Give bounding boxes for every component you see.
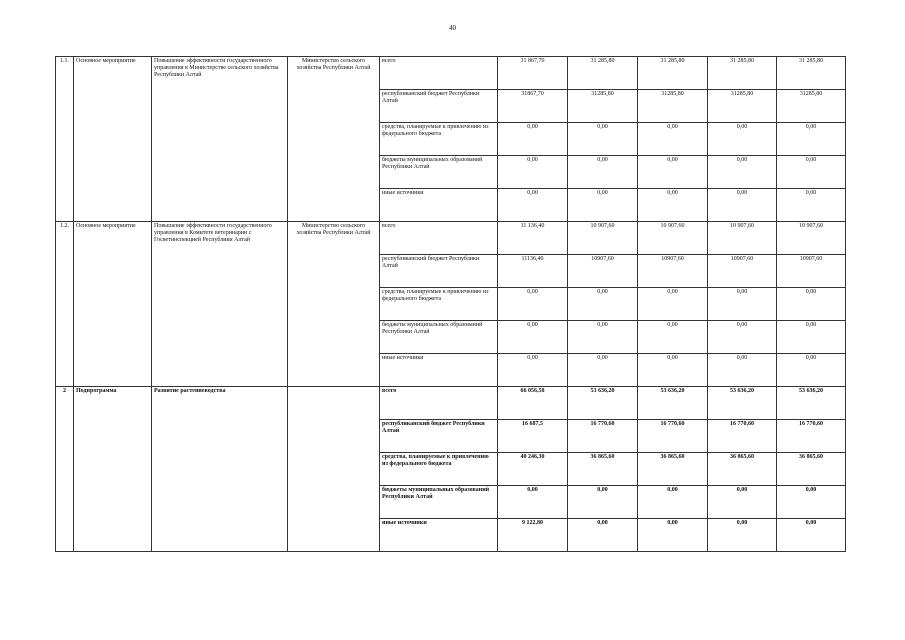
amount-cell: 0,00	[638, 486, 708, 519]
executor: Министерство сельского хозяйства Республики Алтай	[288, 57, 380, 222]
funding-source: средства, планируемые к привлечению из федерального бюджета	[380, 288, 498, 321]
amount-cell: 0,00	[777, 156, 846, 189]
page-number: 40	[449, 24, 456, 32]
amount-cell: 0,00	[777, 486, 846, 519]
amount-cell: 0,00	[498, 189, 568, 222]
amount-cell: 0,00	[638, 156, 708, 189]
amount-cell: 0,00	[708, 519, 777, 552]
amount-cell: 31285,80	[638, 90, 708, 123]
event-type: Основное мероприятие	[74, 57, 152, 222]
amount-cell: 0,00	[708, 354, 777, 387]
amount-cell: 31867,70	[498, 90, 568, 123]
funding-source: бюджеты муниципальных образований Республики Алтай	[380, 156, 498, 189]
amount-cell: 0,00	[498, 156, 568, 189]
amount-cell: 0,00	[498, 288, 568, 321]
amount-cell: 9 122,80	[498, 519, 568, 552]
table-row	[56, 222, 846, 255]
amount-cell: 0,00	[708, 123, 777, 156]
amount-cell: 0,00	[708, 288, 777, 321]
amount-cell: 16 770,60	[568, 420, 638, 453]
amount-cell: 0,00	[777, 321, 846, 354]
amount-cell: 0,00	[777, 123, 846, 156]
amount-cell: 0,00	[498, 354, 568, 387]
funding-source: республиканский бюджет Республики Алтай	[380, 90, 498, 123]
amount-cell: 10907,60	[777, 255, 846, 288]
row-code: 2	[56, 387, 74, 552]
amount-cell: 40 246,30	[498, 453, 568, 486]
amount-cell: 16 770,60	[708, 420, 777, 453]
amount-cell: 16 770,60	[638, 420, 708, 453]
executor: Министерство сельского хозяйства Республики Алтай	[288, 222, 380, 387]
row-code: 1.2.	[56, 222, 74, 387]
event-name: Развитие растениеводства	[152, 387, 288, 552]
amount-cell: 16 770,60	[777, 420, 846, 453]
amount-cell: 0,00	[638, 123, 708, 156]
amount-cell: 0,00	[568, 519, 638, 552]
event-name: Повышение эффективности государственного управления в Министерстве сельского хозяйства Республики Алтай	[152, 57, 288, 222]
amount-cell: 0,00	[568, 486, 638, 519]
amount-cell: 31 285,80	[568, 57, 638, 90]
amount-cell: 0,00	[568, 123, 638, 156]
funding-source: всего	[380, 222, 498, 255]
amount-cell: 11136,40	[498, 255, 568, 288]
funding-source: бюджеты муниципальных образований Республики Алтай	[380, 321, 498, 354]
amount-cell: 53 636,20	[777, 387, 846, 420]
funding-source: иные источники	[380, 354, 498, 387]
funding-source: всего	[380, 57, 498, 90]
amount-cell: 66 056,58	[498, 387, 568, 420]
executor	[288, 387, 380, 552]
amount-cell: 0,00	[498, 321, 568, 354]
funding-source: средства, планируемые к привлечению из федерального бюджета	[380, 453, 498, 486]
amount-cell: 0,00	[568, 156, 638, 189]
amount-cell: 10907,60	[708, 255, 777, 288]
amount-cell: 31 285,80	[708, 57, 777, 90]
amount-cell: 0,00	[708, 486, 777, 519]
amount-cell: 31 867,70	[498, 57, 568, 90]
funding-source: республиканский бюджет Республики Алтай	[380, 255, 498, 288]
funding-source: бюджеты муниципальных образований Республики Алтай	[380, 486, 498, 519]
amount-cell: 0,00	[568, 189, 638, 222]
amount-cell: 0,00	[568, 321, 638, 354]
amount-cell: 36 865,60	[638, 453, 708, 486]
amount-cell: 16 687,5	[498, 420, 568, 453]
funding-table	[55, 56, 846, 552]
amount-cell: 53 636,20	[568, 387, 638, 420]
amount-cell: 31 285,80	[777, 57, 846, 90]
funding-source: иные источники	[380, 189, 498, 222]
amount-cell: 0,00	[708, 156, 777, 189]
amount-cell: 0,00	[498, 486, 568, 519]
amount-cell: 0,00	[568, 288, 638, 321]
event-type: Основное мероприятие	[74, 222, 152, 387]
funding-source: иные источники	[380, 519, 498, 552]
amount-cell: 0,00	[638, 354, 708, 387]
amount-cell: 10907,60	[638, 255, 708, 288]
amount-cell: 10907,60	[568, 255, 638, 288]
amount-cell: 0,00	[777, 288, 846, 321]
amount-cell: 0,00	[777, 189, 846, 222]
amount-cell: 36 865,60	[568, 453, 638, 486]
event-type: Подпрограмма	[74, 387, 152, 552]
amount-cell: 36 865,60	[708, 453, 777, 486]
amount-cell: 11 136,40	[498, 222, 568, 255]
amount-cell: 31285,80	[777, 90, 846, 123]
amount-cell: 10 907,60	[638, 222, 708, 255]
amount-cell: 0,00	[708, 321, 777, 354]
amount-cell: 53 636,20	[708, 387, 777, 420]
amount-cell: 31285,80	[708, 90, 777, 123]
event-name: Повышение эффективности государственного управления в Комитете ветеринарии с Госветинспекцией Республики Алтай	[152, 222, 288, 387]
amount-cell: 0,00	[777, 354, 846, 387]
amount-cell: 0,00	[638, 519, 708, 552]
funding-source: республиканский бюджет Республики Алтай	[380, 420, 498, 453]
amount-cell: 0,00	[777, 519, 846, 552]
row-code: 1.1.	[56, 57, 74, 222]
amount-cell: 10 907,60	[708, 222, 777, 255]
table-row	[56, 387, 846, 420]
amount-cell: 31 285,80	[638, 57, 708, 90]
amount-cell: 0,00	[638, 321, 708, 354]
amount-cell: 10 907,60	[568, 222, 638, 255]
funding-source: средства, планируемые к привлечению из федерального бюджета	[380, 123, 498, 156]
table-row	[56, 57, 846, 90]
amount-cell: 10 907,60	[777, 222, 846, 255]
amount-cell: 53 636,20	[638, 387, 708, 420]
amount-cell: 0,00	[568, 354, 638, 387]
amount-cell: 0,00	[498, 123, 568, 156]
funding-source: всего	[380, 387, 498, 420]
amount-cell: 0,00	[638, 189, 708, 222]
table-body	[56, 57, 846, 552]
amount-cell: 0,00	[708, 189, 777, 222]
amount-cell: 31285,80	[568, 90, 638, 123]
amount-cell: 0,00	[638, 288, 708, 321]
amount-cell: 36 865,60	[777, 453, 846, 486]
